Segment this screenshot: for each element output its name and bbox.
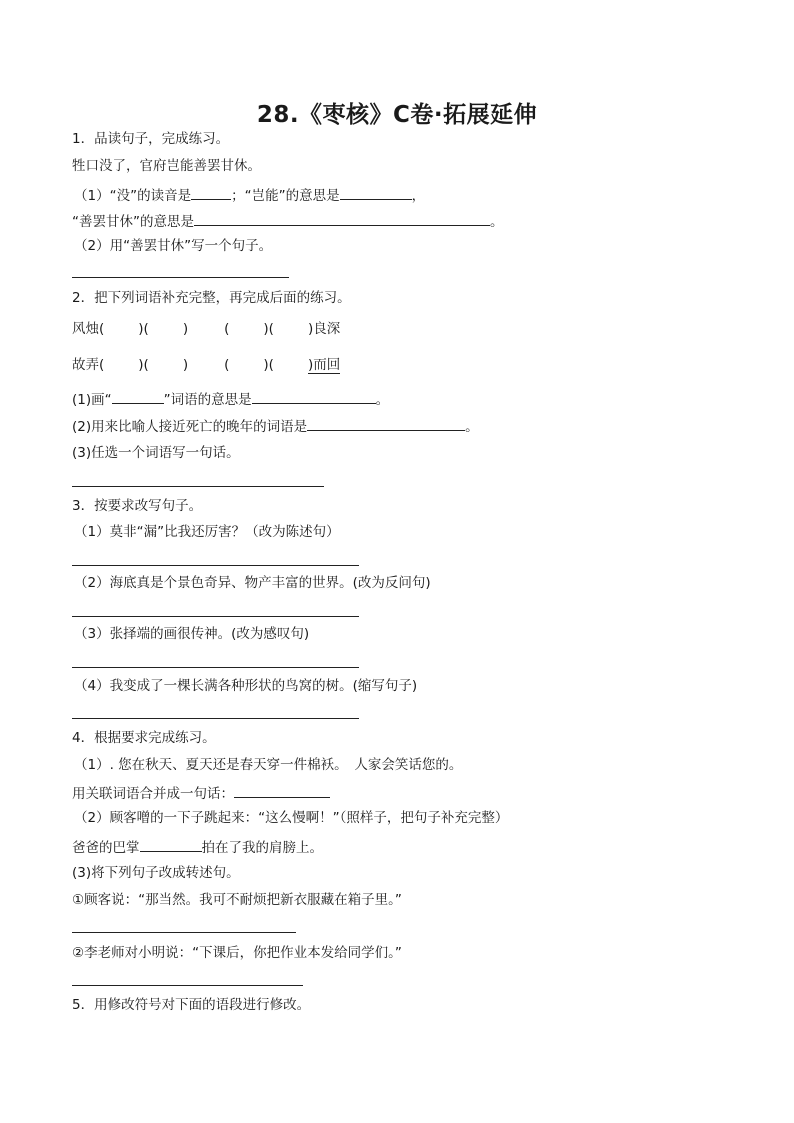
q4-part2-text-b: 拍在了我的肩膀上。 bbox=[201, 840, 323, 856]
q2-sub2-a: (2)用来比喻人接近死亡的晚年的词语是 bbox=[72, 419, 308, 435]
page-title: 28.《枣核》C卷·拓展延伸 bbox=[256, 102, 538, 128]
q4-part1-combine bbox=[72, 783, 330, 803]
q1-part1-line bbox=[74, 185, 425, 205]
q1-part1-text-e: 。 bbox=[490, 214, 504, 230]
q2-answer-line[interactable] bbox=[72, 486, 324, 487]
q2-sub1-c: 。 bbox=[375, 392, 390, 408]
q3-heading: 3．按要求改写句子。 bbox=[72, 498, 203, 514]
q2-row2-end: )而回 bbox=[307, 357, 341, 373]
q2-idiom-blank[interactable] bbox=[307, 416, 465, 431]
q2-heading: 2．把下列词语补充完整，再完成后面的练习。 bbox=[72, 290, 351, 306]
q1-answer-line[interactable] bbox=[72, 277, 289, 278]
q2-row1-open2: ( bbox=[224, 321, 230, 337]
q4-part3: (3)将下列句子改成转述句。 bbox=[72, 865, 240, 881]
q3-part1: （1）莫非“漏”比我还厉害？（改为陈述句） bbox=[74, 524, 340, 540]
q2-row1-start: 风烛( bbox=[72, 321, 105, 337]
q2-row2-close1: ) bbox=[182, 357, 189, 373]
q2-row2-mid1: )( bbox=[138, 357, 149, 373]
q3-answer-line-4[interactable] bbox=[72, 718, 359, 719]
q2-row2-open2: ( bbox=[224, 357, 230, 373]
q3-answer-line-2[interactable] bbox=[72, 616, 359, 617]
q1-sentence: 牲口没了，官府岂能善罢甘休。 bbox=[72, 158, 261, 174]
q3-part2: （2）海底真是个景色奇异、物产丰富的世界。(改为反问句) bbox=[74, 575, 431, 591]
q5-heading: 5．用修改符号对下面的语段进行修改。 bbox=[72, 997, 311, 1013]
q3-part4: （4）我变成了一棵长满各种形状的鸟窝的树。(缩写句子) bbox=[74, 678, 418, 694]
q4-answer-line-2[interactable] bbox=[72, 985, 303, 986]
q4-part3-item2: ②李老师对小明说：“下课后，你把作业本发给同学们。” bbox=[72, 945, 402, 961]
q4-part2-sentence bbox=[72, 837, 323, 857]
q1-part1-line2 bbox=[72, 211, 504, 231]
q3-part3: （3）张择端的画很传神。(改为感叹句) bbox=[74, 626, 310, 642]
q4-part1: （1）. 您在秋天、夏天还是春天穿一件棉袄。 人家会笑话您的。 bbox=[74, 757, 463, 773]
q4-answer-line-1[interactable] bbox=[72, 932, 296, 933]
q2-row1-end: )良深 bbox=[307, 321, 341, 337]
q3-answer-line-3[interactable] bbox=[72, 667, 359, 668]
q4-part2: （2）顾客噌的一下子跳起来：“这么慢啊！”（照样子，把句子补充完整） bbox=[74, 810, 509, 826]
q4-part2-text-a: 爸爸的巴掌 bbox=[72, 840, 140, 856]
q2-sub2-b: 。 bbox=[465, 419, 479, 435]
q2-row2-mid2: )( bbox=[263, 357, 274, 373]
q2-row1-mid1: )( bbox=[138, 321, 149, 337]
q2-row2 bbox=[72, 356, 340, 374]
q2-row1-close1: ) bbox=[182, 321, 189, 337]
q4-onomatopoeia-blank[interactable] bbox=[140, 837, 202, 852]
q4-combine-blank[interactable] bbox=[234, 783, 330, 798]
q1-qineng-blank[interactable] bbox=[340, 185, 412, 200]
q2-sub1 bbox=[72, 389, 389, 409]
q2-sub1-b: ”词语的意思是 bbox=[163, 392, 252, 408]
q2-meaning-blank[interactable] bbox=[252, 389, 376, 404]
q4-part3-item1: ①顾客说：“那当然。我可不耐烦把新衣服藏在箱子里。” bbox=[72, 892, 402, 908]
q2-row2-start: 故弄( bbox=[72, 357, 105, 373]
q1-part1-text-c: ， bbox=[411, 188, 426, 204]
q1-part1-text-b: ；“岂能”的意思是 bbox=[231, 188, 340, 204]
q1-part2: （2）用“善罢甘休”写一个句子。 bbox=[74, 238, 273, 254]
q2-sub1-a: (1)画“ bbox=[72, 392, 112, 408]
q1-pronunciation-blank[interactable] bbox=[191, 185, 231, 200]
q4-part1-combine-label: 用关联词语合并成一句话： bbox=[72, 786, 234, 802]
q2-row1-mid2: )( bbox=[263, 321, 274, 337]
q2-sub3: (3)任选一个词语写一句话。 bbox=[72, 445, 240, 461]
q2-sub2 bbox=[72, 416, 479, 436]
q4-heading: 4．根据要求完成练习。 bbox=[72, 730, 216, 746]
q1-part1-text-d: “善罢甘休”的意思是 bbox=[72, 214, 194, 230]
q1-meaning-blank[interactable] bbox=[194, 211, 490, 226]
q1-heading: 1．品读句子，完成练习。 bbox=[72, 131, 230, 147]
q2-marked-blank bbox=[112, 389, 164, 404]
q3-answer-line-1[interactable] bbox=[72, 565, 359, 566]
q2-row1 bbox=[72, 320, 340, 338]
q1-part1-text-a: （1）“没”的读音是 bbox=[74, 188, 192, 204]
